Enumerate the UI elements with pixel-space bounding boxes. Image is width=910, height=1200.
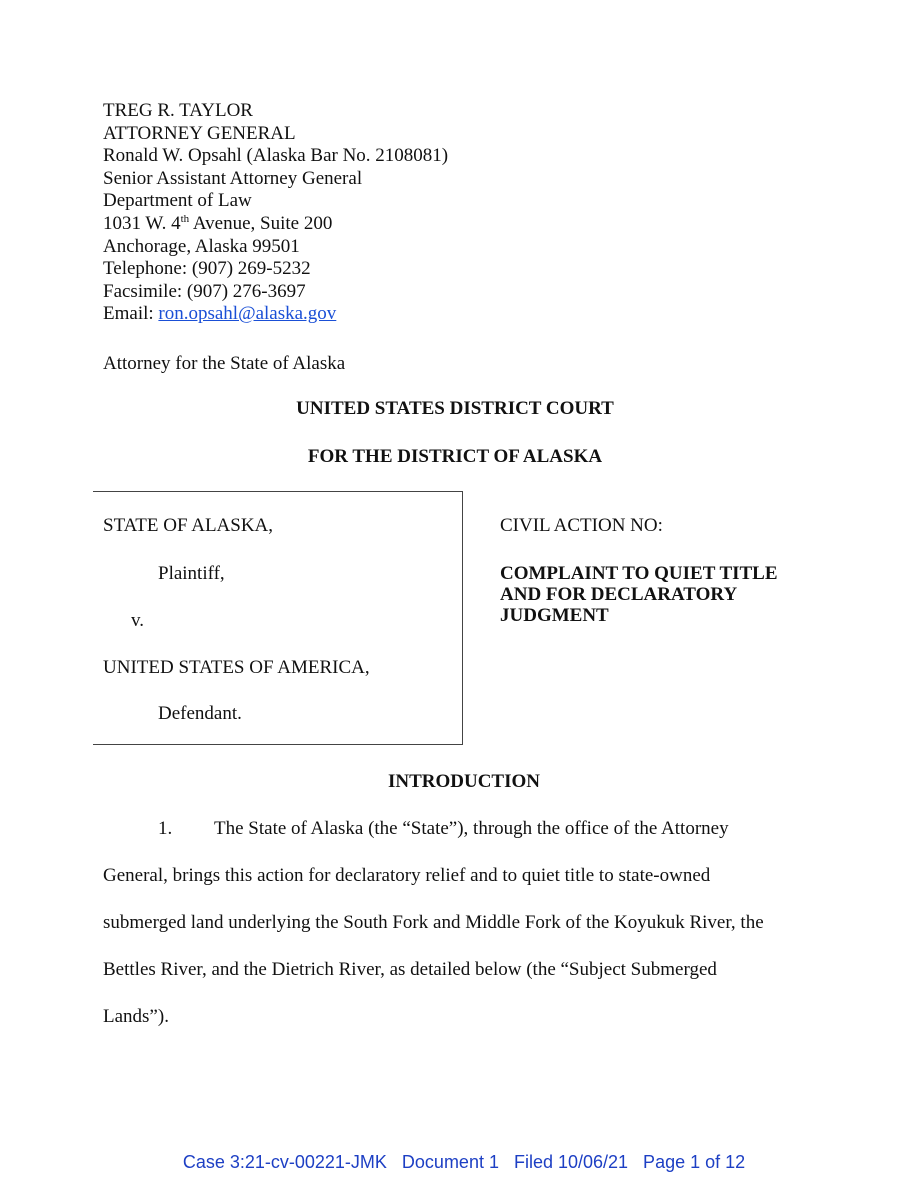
attorney-general-name: TREG R. TAYLOR <box>103 100 253 121</box>
attorney-general-title: ATTORNEY GENERAL <box>103 122 296 144</box>
complaint-title <box>500 563 820 626</box>
email-link[interactable]: ron.opsahl@alaska.gov <box>158 303 337 325</box>
filing-footer: Case 3:21-cv-00221-JMK Document 1 Filed 10/06/21 Page 1 of 12 <box>182 1152 746 1172</box>
paragraph-number: 1. <box>158 818 173 839</box>
paragraph-line: submerged land underlying the South Fork and Middle Fork of the Koyukuk River, the <box>103 912 764 933</box>
paragraph-line: Lands”). <box>103 1006 169 1027</box>
defendant-name: UNITED STATES OF AMERICA, <box>103 657 370 678</box>
address-rest: Avenue, Suite 200 <box>189 212 333 234</box>
court-district: FOR THE DISTRICT OF ALASKA <box>307 446 603 467</box>
address-ordinal: th <box>180 212 190 225</box>
street-address <box>103 213 448 236</box>
civil-action-number: CIVIL ACTION NO: <box>500 515 663 536</box>
defendant-role: Defendant. <box>158 703 242 724</box>
department: Department of Law <box>103 190 252 212</box>
telephone: Telephone: (907) 269-5232 <box>103 258 311 280</box>
attorney-header <box>103 100 448 326</box>
attorney-for-line: Attorney for the State of Alaska <box>103 353 346 374</box>
address-number: 1031 W. 4 <box>103 212 181 234</box>
counsel-title: Senior Assistant Attorney General <box>103 167 363 189</box>
plaintiff-role: Plaintiff, <box>158 563 225 584</box>
court-name: UNITED STATES DISTRICT COURT <box>296 398 614 419</box>
city-state-zip: Anchorage, Alaska 99501 <box>103 235 300 257</box>
facsimile: Facsimile: (907) 276-3697 <box>103 280 306 302</box>
complaint-title-line-3: JUDGMENT <box>500 605 609 626</box>
counsel-name: Ronald W. Opsahl (Alaska Bar No. 2108081) <box>103 145 449 167</box>
introduction-heading: INTRODUCTION <box>387 771 541 792</box>
plaintiff-name: STATE OF ALASKA, <box>103 515 274 536</box>
email-label: Email: <box>103 303 159 325</box>
paragraph-line: The State of Alaska (the “State”), through the office of the Attorney <box>214 818 729 839</box>
paragraph-line: Bettles River, and the Dietrich River, as detailed below (the “Subject Submerged <box>103 959 717 980</box>
versus: v. <box>131 610 145 631</box>
email-line <box>103 303 448 326</box>
paragraph-line: General, brings this action for declaratory relief and to quiet title to state-owned <box>103 865 711 886</box>
complaint-title-line-1: COMPLAINT TO QUIET TITLE <box>500 563 778 584</box>
complaint-title-line-2: AND FOR DECLARATORY <box>500 584 738 605</box>
